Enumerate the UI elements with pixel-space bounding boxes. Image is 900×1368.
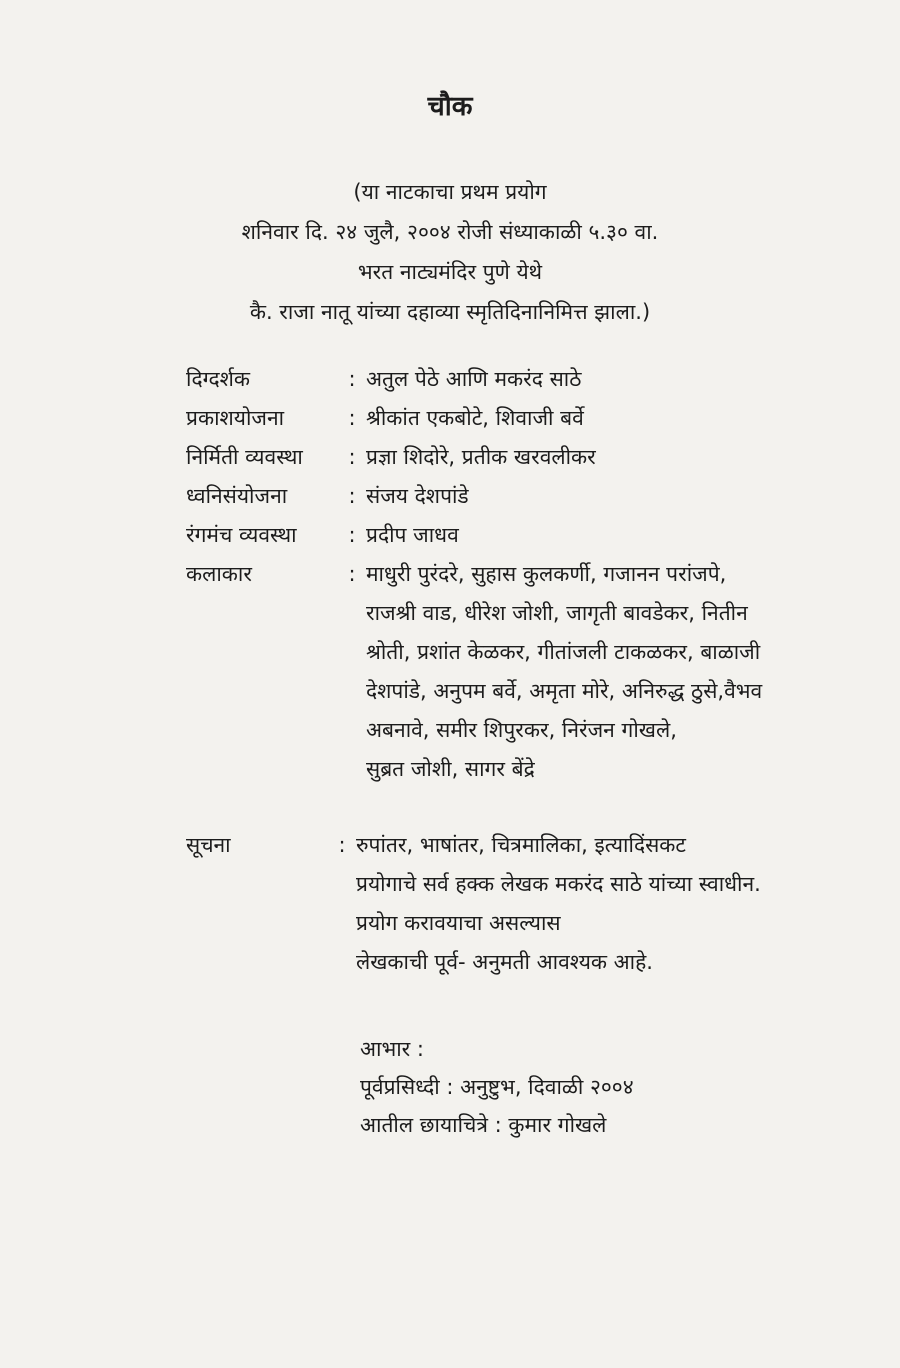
credit-separator: : (348, 367, 356, 391)
credits-list (186, 360, 836, 789)
credit-role: रंगमंच व्यवस्था (186, 523, 297, 547)
note-line: (या नाटकाचा प्रथम प्रयोग (353, 180, 547, 204)
credit-name-line: प्रज्ञा शिदोरे, प्रतीक खरवलीकर (366, 445, 596, 469)
credit-name-line: अबनावे, समीर शिपुरकर, निरंजन गोखले, (366, 718, 677, 742)
credit-role: ध्वनिसंयोजना (186, 484, 288, 508)
notice-line: लेखकाची पूर्व- अनुमती आवश्यक आहे. (356, 950, 653, 974)
credit-row-sound (186, 477, 836, 516)
note-line: कै. राजा नातू यांच्या दहाव्या स्मृतिदिनानिमित्त झाला.) (249, 300, 651, 324)
credit-row-lighting (186, 399, 836, 438)
credit-name-line: श्रीकांत एकबोटे, शिवाजी बर्वे (366, 406, 584, 430)
acknowledgement-line: पूर्वप्रसिध्दी : अनुष्टुभ, दिवाळी २००४ (360, 1075, 634, 1099)
credit-name-line: श्रोती, प्रशांत केळकर, गीतांजली टाकळकर, बाळाजी (366, 640, 761, 664)
credit-role: निर्मिती व्यवस्था (186, 445, 303, 469)
notice-label: सूचना (186, 833, 231, 857)
credit-name-line: संजय देशपांडे (366, 484, 469, 508)
acknowledgement-line: आभार : (360, 1037, 425, 1061)
credit-role: दिग्दर्शक (186, 367, 251, 391)
credit-name-line: राजश्री वाड, धीरेश जोशी, जागृती बावडेकर, नितीन (366, 601, 748, 625)
notice-line: रुपांतर, भाषांतर, चित्रमालिका, इत्यादिंसकट (356, 833, 686, 857)
credit-name-line: सुब्रत जोशी, सागर बेंद्रे (366, 757, 535, 781)
credit-name-line: देशपांडे, अनुपम बर्वे, अमृता मोरे, अनिरुद्ध ठुसे,वैभव (366, 679, 763, 703)
credit-separator: : (348, 406, 356, 430)
credit-role: प्रकाशयोजना (186, 406, 285, 430)
note-line: शनिवार दि. २४ जुलै, २००४ रोजी संध्याकाळी ५.३० वा. (241, 220, 659, 244)
credit-name-line: प्रदीप जाधव (366, 523, 459, 547)
credit-separator: : (348, 484, 356, 508)
page-title: चौक (427, 91, 473, 122)
notice-text (356, 826, 836, 982)
credit-names (366, 438, 836, 477)
credit-separator: : (348, 523, 356, 547)
credit-names (366, 399, 836, 438)
notice-line: प्रयोग करावयाचा असल्यास (356, 911, 561, 935)
credit-row-production (186, 438, 836, 477)
credit-separator: : (348, 445, 356, 469)
performance-note (0, 172, 900, 332)
credit-row-director (186, 360, 836, 399)
credit-row-cast (186, 555, 836, 789)
acknowledgement-line: आतील छायाचित्रे : कुमार गोखले (360, 1113, 607, 1137)
credit-names (366, 516, 836, 555)
credit-names (366, 555, 836, 789)
credit-separator: : (348, 562, 356, 586)
acknowledgements (360, 1030, 820, 1144)
credit-name-line: माधुरी पुरंदरे, सुहास कुलकर्णी, गजानन परांजपे, (366, 562, 727, 586)
note-line: भरत नाट्यमंदिर पुणे येथे (357, 260, 543, 284)
credit-names (366, 360, 836, 399)
notice-separator: : (338, 833, 346, 857)
credit-name-line: अतुल पेठे आणि मकरंद साठे (366, 367, 582, 391)
credit-row-stage (186, 516, 836, 555)
credit-names (366, 477, 836, 516)
rights-notice (186, 826, 836, 982)
credit-role: कलाकार (186, 562, 252, 586)
notice-line: प्रयोगाचे सर्व हक्क लेखक मकरंद साठे यांच्या स्वाधीन. (356, 872, 761, 896)
